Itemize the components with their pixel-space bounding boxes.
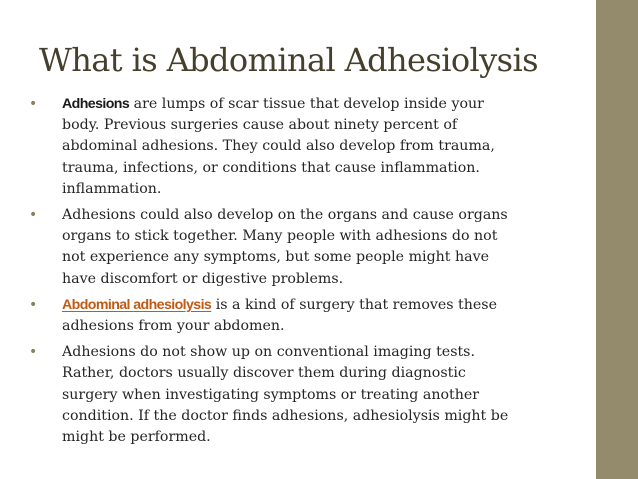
bullet-item-organs xyxy=(26,205,586,290)
bullet-line: organs to stick together. Many people with adhesions do not xyxy=(62,228,498,245)
bullet-dot-icon: • xyxy=(29,207,38,224)
slide-title: What is Abdominal Adhesiolysis xyxy=(39,41,538,79)
bullet-line: might be performed. xyxy=(62,429,211,446)
bullet-list xyxy=(26,94,586,453)
bullet-line: inflammation. xyxy=(62,180,162,197)
bullet-line: trauma, infections, or conditions that cause inflammation. xyxy=(62,159,480,176)
abdominal-adhesiolysis-link[interactable]: Abdominal adhesiolysis xyxy=(62,296,212,313)
bullet-item-adhesions xyxy=(26,94,586,200)
bullet-dot-icon: • xyxy=(29,296,38,313)
bullet-line: Adhesions do not show up on conventional imaging tests. xyxy=(62,344,475,361)
bullet-line: Adhesions could also develop on the organs and cause organs xyxy=(62,207,508,224)
bullet-line xyxy=(62,295,586,316)
bullet-line: adhesions from your abdomen. xyxy=(62,318,285,335)
bullet-line: have discomfort or digestive problems. xyxy=(62,270,344,287)
bullet-dot-icon: • xyxy=(29,344,38,361)
bullet-line xyxy=(62,94,586,115)
keyword-adhesions: Adhesions xyxy=(62,96,130,112)
bullet-item-adhesiolysis xyxy=(26,295,586,337)
side-accent-band xyxy=(596,0,638,479)
bullet-line: not experience any symptoms, but some people might have xyxy=(62,249,490,266)
bullet-line: Rather, doctors usually discover them during diagnostic xyxy=(62,365,466,382)
bullet-line: surgery when investigating symptoms or treating another xyxy=(62,386,480,403)
bullet-text: are lumps of scar tissue that develop inside your xyxy=(129,96,484,112)
bullet-text: is a kind of surgery that removes these xyxy=(211,296,497,313)
bullet-dot-icon: • xyxy=(29,96,38,112)
bullet-item-imaging xyxy=(26,342,586,448)
bullet-line: abdominal adhesions. They could also develop from trauma, xyxy=(62,138,495,155)
bullet-line: condition. If the doctor finds adhesions, adhesiolysis might be xyxy=(62,407,509,424)
bullet-line: body. Previous surgeries cause about ninety percent of xyxy=(62,117,458,134)
